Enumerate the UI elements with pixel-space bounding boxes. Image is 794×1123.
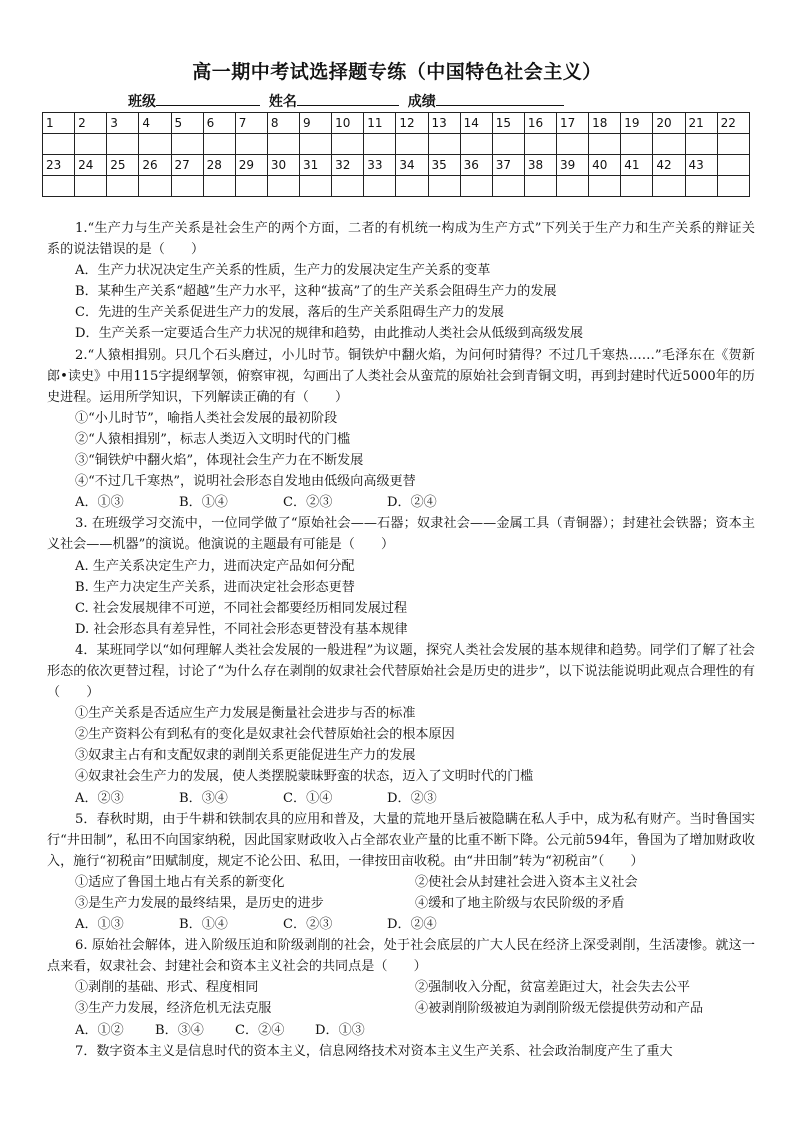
answer-cell[interactable] [428,176,460,197]
statement-pair [47,893,755,914]
question-number-cell: 6 [203,113,235,134]
question-option: A．生产力状况决定生产关系的性质，生产力的发展决定生产关系的变革 [75,263,491,279]
question-number-cell: 2 [75,113,107,134]
score-label: 成绩 [407,94,436,110]
question-number-cell: 42 [653,155,685,176]
question-stem: 6. 原始社会解体，进入阶级压迫和阶级剥削的社会，处于社会底层的广大人民在经济上深受剥削，生活凄惨。就这一点来看，奴隶社会、封建社会和资本主义社会的共同点是（ ） [47,938,755,975]
answer-cell[interactable] [396,176,428,197]
answer-cell[interactable] [653,134,685,155]
answer-cell[interactable] [203,176,235,197]
question-number-cell: 18 [589,113,621,134]
question-stem: 7．数字资本主义是信息时代的资本主义，信息网络技术对资本主义生产关系、社会政治制度产生了重大 [75,1043,673,1059]
answer-input-row [43,134,750,155]
statement-pair [47,977,755,998]
choice-a: A．①③ [75,917,124,933]
class-blank[interactable] [156,91,260,106]
question-statement: ②强制收入分配，贫富差距过大，社会失去公平 [415,980,690,996]
answer-cell[interactable] [524,134,556,155]
question-number-cell: 39 [557,155,589,176]
answer-grid [42,112,750,197]
choice-b: B．③④ [179,790,228,806]
score-blank[interactable] [436,91,564,106]
question-number-cell: 20 [653,113,685,134]
answer-cell[interactable] [364,176,396,197]
answer-cell[interactable] [332,176,364,197]
question-statement: ④缓和了地主阶级与农民阶级的矛盾 [415,896,625,911]
question-number-cell: 4 [139,113,171,134]
choice-b: B．①④ [179,917,228,933]
answer-cell[interactable] [717,176,749,197]
answer-cell[interactable] [235,176,267,197]
choice-d: D．①③ [315,1022,365,1038]
answer-cell[interactable] [75,176,107,197]
answer-cell[interactable] [107,134,139,155]
question-stem: 1.“生产力与生产关系是社会生产的两个方面，二者的有机统一构成为生产方式”下列关于生产力和生产关系的辩证关系的说法错误的是（ ） [47,221,755,258]
question-number-cell: 31 [300,155,332,176]
answer-cell[interactable] [203,134,235,155]
question-number-cell: 24 [75,155,107,176]
question-statement: ③是生产力发展的最终结果，是历史的进步 [75,896,324,911]
question-number-cell: 35 [428,155,460,176]
question-number-cell: 17 [557,113,589,134]
question-number-cell: 1 [43,113,75,134]
question-number-cell: 34 [396,155,428,176]
question-number-cell: 12 [396,113,428,134]
question-number-cell: 5 [171,113,203,134]
answer-cell[interactable] [621,176,653,197]
question-statement: ③奴隶主占有和支配奴隶的剥削关系更能促进生产力的发展 [75,748,416,764]
answer-cell[interactable] [171,134,203,155]
question-number-cell: 43 [685,155,717,176]
question-statement: ①生产关系是否适应生产力发展是衡量社会进步与否的标准 [75,706,416,722]
question-statement: ③生产力发展，经济危机无法克服 [75,1001,272,1017]
question-stem: 5．春秋时期，由于牛耕和铁制农具的应用和普及，大量的荒地开垦后被隐瞒在私人手中，成为私有财产。当时鲁国实行“井田制”，私田不向国家纳税，因此国家财政收入占全部农业产量的比重不断下降。公元前594年，鲁国为了增加财政收入，施行“初税亩”田赋制度，规定不论公田、私田，一律按田亩收税。由“井田制”转为“初税亩”（ ） [47,811,755,869]
question-number-cell: 29 [235,155,267,176]
choice-b: B．③④ [155,1022,204,1038]
answer-cell[interactable] [43,176,75,197]
answer-cell[interactable] [685,176,717,197]
question-option: A. 生产关系决定生产力，进而决定产品如何分配 [75,558,355,574]
question-number-cell [717,155,749,176]
answer-choices [47,1020,755,1041]
answer-cell[interactable] [460,134,492,155]
question-number-cell: 22 [717,113,749,134]
name-blank[interactable] [297,91,399,106]
answer-cell[interactable] [653,176,685,197]
answer-choices [47,788,755,809]
answer-cell[interactable] [396,134,428,155]
answer-cell[interactable] [492,134,524,155]
question-number-cell: 32 [332,155,364,176]
choice-d: D．②④ [387,917,437,933]
answer-cell[interactable] [589,134,621,155]
question-number-cell: 10 [332,113,364,134]
answer-choices [47,914,755,935]
answer-cell[interactable] [300,176,332,197]
question-number-cell: 16 [524,113,556,134]
question-number-cell: 13 [428,113,460,134]
question-number-cell: 37 [492,155,524,176]
answer-cell[interactable] [557,134,589,155]
answer-cell[interactable] [332,134,364,155]
answer-cell[interactable] [267,176,299,197]
question-number-cell: 3 [107,113,139,134]
answer-cell[interactable] [300,134,332,155]
choice-a: A．①③ [75,495,124,511]
question-statement: ①剥削的基础、形式、程度相同 [75,980,259,996]
answer-cell[interactable] [139,176,171,197]
answer-number-row [43,113,750,134]
page-title: 高一期中考试选择题专练（中国特色社会主义） [192,61,602,83]
choice-b: B．①④ [179,495,228,511]
answer-cell[interactable] [524,176,556,197]
answer-cell[interactable] [364,134,396,155]
choice-c: C．②④ [235,1022,285,1038]
question-number-cell: 30 [267,155,299,176]
question-number-cell: 11 [364,113,396,134]
question-stem: 3. 在班级学习交流中，一位同学做了“原始社会——石器；奴隶社会——金属工具（青铜器）；封建社会铁器；资本主义社会——机器”的演说。他演说的主题最有可能是（ ） [47,516,755,553]
answer-cell[interactable] [139,134,171,155]
choice-d: D．②④ [387,495,437,511]
class-label: 班级 [128,94,156,110]
answer-cell[interactable] [428,134,460,155]
question-number-cell: 8 [267,113,299,134]
statement-pair [47,998,755,1019]
question-number-cell: 41 [621,155,653,176]
question-number-cell: 19 [621,113,653,134]
answer-cell[interactable] [171,176,203,197]
question-number-cell: 36 [460,155,492,176]
student-info-line [128,91,568,111]
question-number-cell: 14 [460,113,492,134]
answer-cell[interactable] [267,134,299,155]
question-statement: ③“铜铁炉中翻火焰”，体现社会生产力在不断发展 [75,453,364,469]
answer-cell[interactable] [75,134,107,155]
choice-a: A．①② [75,1022,124,1038]
answer-cell[interactable] [492,176,524,197]
question-statement: ④“不过几千寒热”，说明社会形态自发地由低级向高级更替 [75,474,416,490]
answer-choices [47,492,755,513]
question-number-cell: 25 [107,155,139,176]
question-number-cell: 9 [300,113,332,134]
question-number-cell: 38 [524,155,556,176]
question-option: D．生产关系一定要适合生产力状况的规律和趋势，由此推动人类社会从低级到高级发展 [75,326,584,342]
answer-cell[interactable] [235,134,267,155]
answer-cell[interactable] [107,176,139,197]
question-option: B. 生产力决定生产关系，进而决定社会形态更替 [75,579,355,595]
question-statement: ①“小儿时节”，喻指人类社会发展的最初阶段 [75,410,338,426]
name-label: 姓名 [268,94,297,110]
question-number-cell: 26 [139,155,171,176]
answer-cell[interactable] [717,134,749,155]
question-statement: ①适应了鲁国土地占有关系的新变化 [75,874,285,890]
question-statement: ②使社会从封建社会进入资本主义社会 [415,874,638,890]
choice-d: D．②③ [387,790,437,806]
question-option: D. 社会形态具有差异性，不同社会形态更替没有基本规律 [75,621,408,637]
question-option: C. 社会发展规律不可逆，不同社会都要经历相同发展过程 [75,600,408,616]
answer-cell[interactable] [557,176,589,197]
question-statement: ②生产资料公有到私有的变化是奴隶社会代替原始社会的根本原因 [75,727,455,743]
answer-cell[interactable] [460,176,492,197]
answer-cell[interactable] [43,134,75,155]
answer-cell[interactable] [621,134,653,155]
question-number-cell: 33 [364,155,396,176]
question-number-cell: 7 [235,113,267,134]
choice-a: A．②③ [75,790,124,806]
question-number-cell: 23 [43,155,75,176]
question-option: C．先进的生产关系促进生产力的发展，落后的生产关系阻碍生产力的发展 [75,305,505,321]
question-number-cell: 27 [171,155,203,176]
question-statement: ④奴隶社会生产力的发展，使人类摆脱蒙昧野蛮的状态，迈入了文明时代的门槛 [75,769,534,785]
answer-input-row [43,176,750,197]
question-number-cell: 28 [203,155,235,176]
answer-cell[interactable] [589,176,621,197]
answer-cell[interactable] [685,134,717,155]
question-option: B．某种生产关系“超越”生产力水平，这种“拔高”了的生产关系会阻碍生产力的发展 [75,284,557,300]
choice-c: C．①④ [283,790,333,806]
choice-c: C．②③ [283,917,333,933]
question-stem: 4．某班同学以“如何理解人类社会发展的一般进程”为议题，探究人类社会发展的基本规律和趋势。同学们了解了社会形态的依次更替过程，讨论了“为什么存在剥削的奴隶社会代替原始社会是历史的进步”，以下说法能说明此观点合理性的有（ ） [47,642,755,701]
question-statement: ②“人猿相揖别”，标志人类迈入文明时代的门槛 [75,431,351,447]
question-number-cell: 21 [685,113,717,134]
question-statement: ④被剥削阶级被迫为剥削阶级无偿提供劳动和产品 [415,1001,704,1017]
choice-c: C．②③ [283,495,333,511]
question-list [47,218,755,1062]
answer-number-row [43,155,750,176]
statement-pair [47,872,755,893]
question-stem: 2.“人猿相揖别。只几个石头磨过，小儿时节。铜铁炉中翻火焰，为问何时猜得？不过几千寒热……”毛泽东在《贺新郎•读史》中用115字提纲挈领，俯察审视，勾画出了人类社会从蛮荒的原始社会到青铜文明，再到封建时代近5000年的历史进程。运用所学知识，下列解读正确的有（ ） [47,347,755,405]
question-number-cell: 15 [492,113,524,134]
question-number-cell: 40 [589,155,621,176]
